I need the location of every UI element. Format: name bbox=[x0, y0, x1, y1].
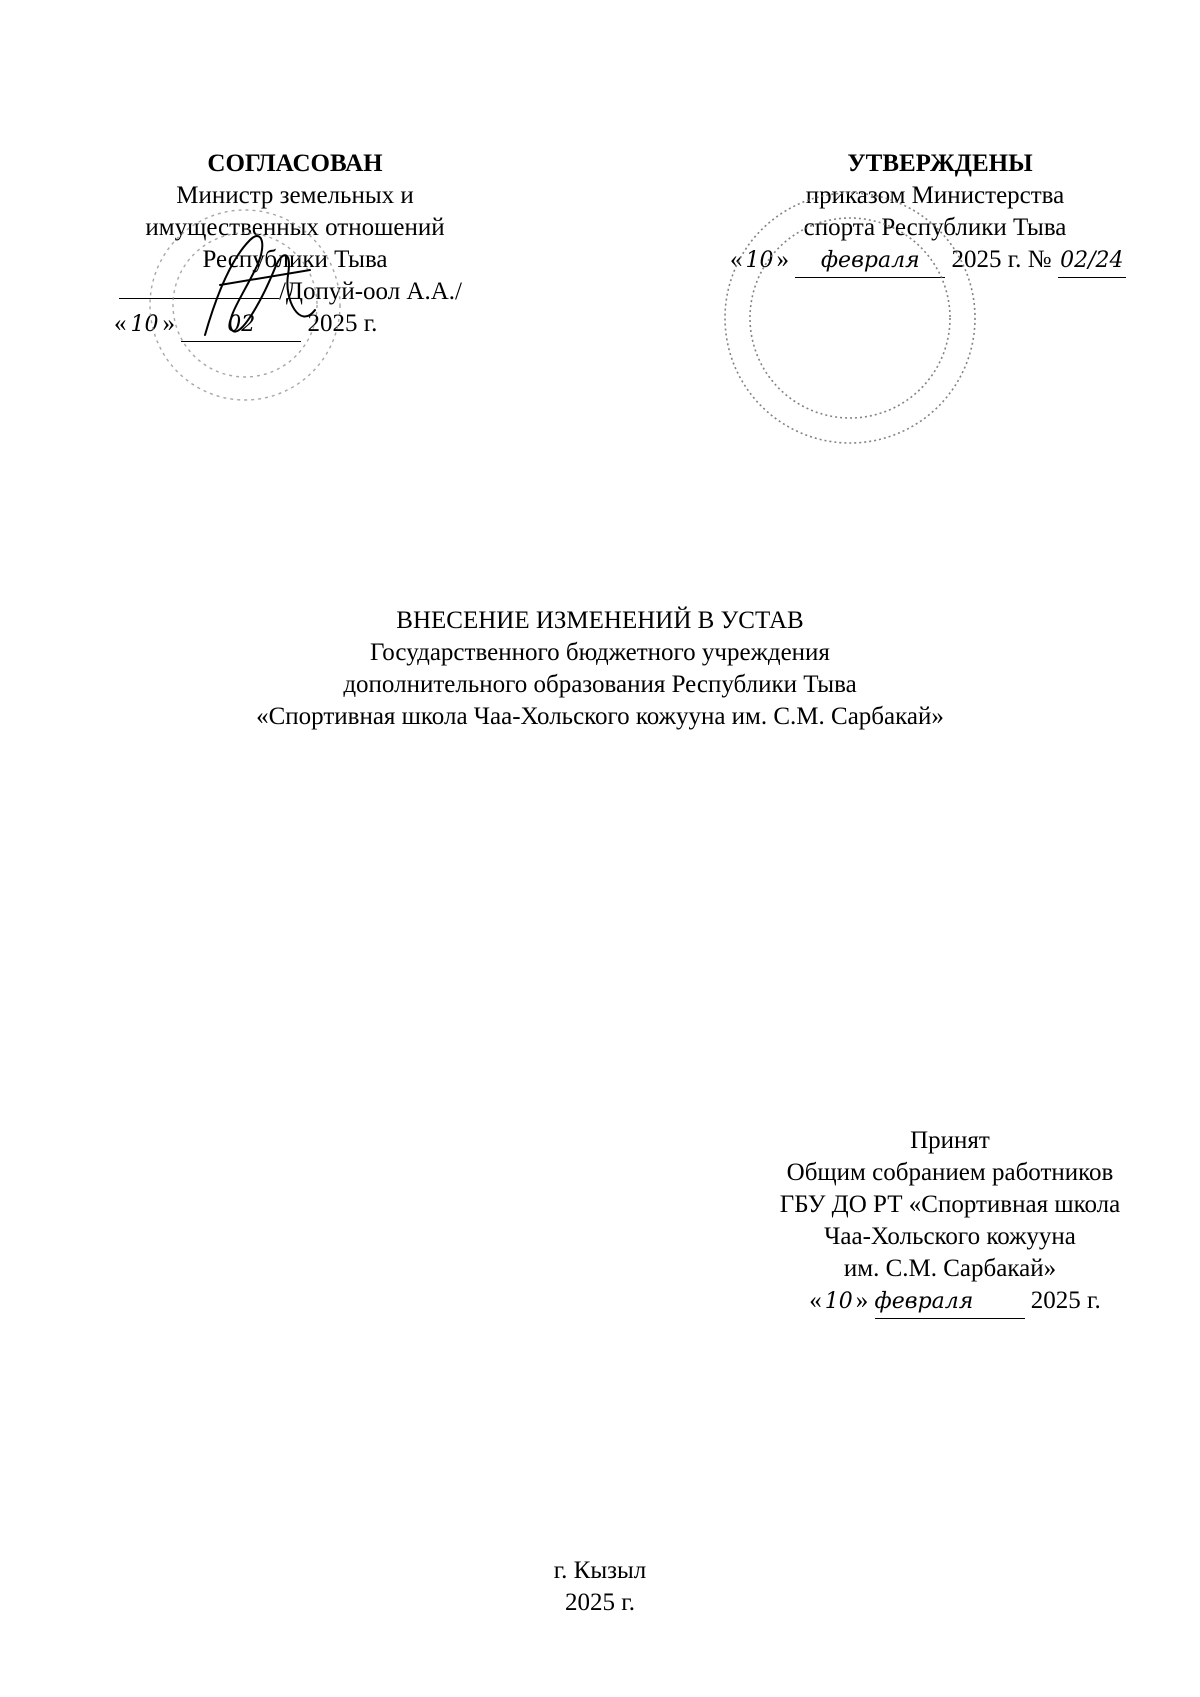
approval-left-heading: СОГЛАСОВАН bbox=[207, 150, 383, 177]
approval-right-order-blank bbox=[1058, 244, 1126, 278]
title-line3: дополнительного образования Республики Тыва bbox=[343, 671, 857, 698]
document-footer bbox=[0, 1555, 1200, 1619]
approval-left-position-line1: Министр земельных и bbox=[176, 182, 414, 209]
adopted-date-month: февраля bbox=[874, 1289, 974, 1314]
adopted-line3: ГБУ ДО РТ «Спортивная школа bbox=[779, 1191, 1121, 1218]
approval-left-date-year: 2025 г. bbox=[307, 310, 378, 337]
approval-left-date-month-blank bbox=[181, 308, 301, 342]
document-title bbox=[0, 605, 1200, 733]
adopted-line2: Общим собранием работников bbox=[786, 1159, 1114, 1186]
adopted-line5: им. С.М. Сарбакай» bbox=[843, 1255, 1057, 1282]
approval-right-order-number: 02/24 bbox=[1060, 248, 1124, 273]
approval-right-date-year: 2025 г. № bbox=[951, 246, 1052, 273]
approval-right-line1: приказом Министерства bbox=[805, 182, 1065, 209]
approval-left-signer: /Допуй-оол А.А./ bbox=[278, 278, 462, 305]
approval-left-date-month: 02 bbox=[227, 312, 256, 337]
approval-right-date-day: 10 bbox=[745, 248, 774, 273]
approval-right-date-month: февраля bbox=[820, 248, 920, 273]
approval-left-date-day: 10 bbox=[130, 312, 159, 337]
approval-right-date-month-blank bbox=[795, 244, 945, 278]
approval-left-position-line2: имущественных отношений bbox=[145, 214, 445, 241]
approval-left-position-line3: Республики Тыва bbox=[202, 246, 388, 273]
adopted-date-month-blank bbox=[875, 1285, 1025, 1319]
signature-blank bbox=[119, 298, 279, 299]
approval-right bbox=[720, 148, 1150, 278]
approval-right-line2: спорта Республики Тыва bbox=[803, 214, 1067, 241]
adopted-block bbox=[740, 1125, 1160, 1319]
adopted-date-year: 2025 г. bbox=[1030, 1287, 1101, 1314]
title-line1: ВНЕСЕНИЕ ИЗМЕНЕНИЙ В УСТАВ bbox=[396, 607, 804, 634]
title-line4: «Спортивная школа Чаа-Хольского кожууна им. С.М. Сарбакай» bbox=[256, 703, 944, 730]
approval-right-heading: УТВЕРЖДЕНЫ bbox=[847, 150, 1033, 177]
adopted-date: « 10 » февраля 2025 г. bbox=[740, 1285, 1160, 1319]
approval-left-signature-line bbox=[110, 276, 480, 308]
approval-left-date: « 10 » 02 2025 г. bbox=[110, 308, 480, 342]
adopted-line1: Принят bbox=[910, 1127, 990, 1154]
footer-year: 2025 г. bbox=[565, 1589, 635, 1616]
footer-city: г. Кызыл bbox=[553, 1557, 647, 1584]
adopted-date-day: 10 bbox=[824, 1289, 853, 1314]
approval-left bbox=[110, 148, 480, 342]
approval-right-date: « 10 » февраля 2025 г. № 02/24 bbox=[720, 244, 1150, 278]
adopted-line4: Чаа-Хольского кожууна bbox=[824, 1223, 1076, 1250]
title-line2: Государственного бюджетного учреждения bbox=[370, 639, 830, 666]
